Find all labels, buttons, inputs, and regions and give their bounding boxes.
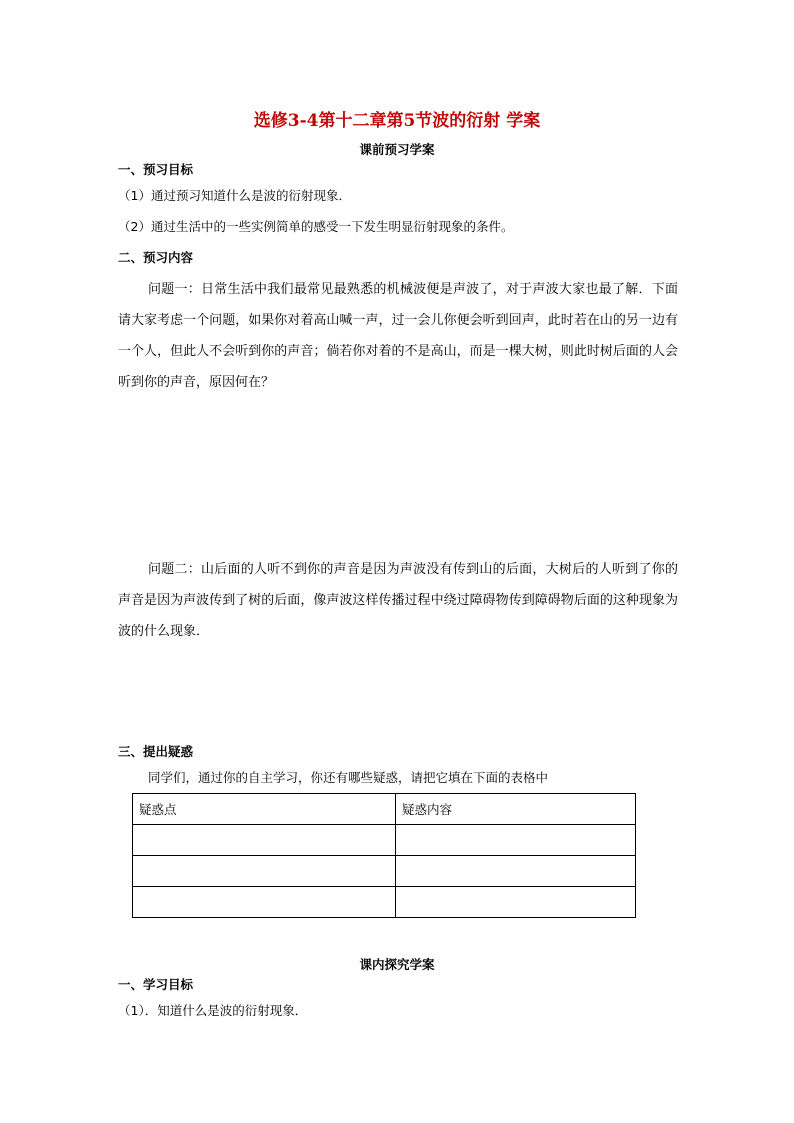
goal-item-1: （1）通过预习知道什么是波的衍射现象． bbox=[118, 188, 351, 203]
doubts-intro-text: 同学们，通过你的自主学习，你还有哪些疑惑，请把它填在下面的表格中 bbox=[148, 770, 549, 785]
question-1-paragraph: 问题一：日常生活中我们最常见最熟悉的机械波便是声波了，对于声波大家也最了解．下面请大家考虑一个问题，如果你对着高山喊一声，过一会儿你便会听到回声，此时若在山的另一边有一个人，但此人不会听到你的声音；倘若你对着的不是高山，而是一棵大树，则此时树后面的人会听到你的声音，原因何在？ bbox=[118, 282, 678, 390]
heading-preview-content: 二、预习内容 bbox=[118, 250, 194, 265]
table-cell[interactable] bbox=[396, 887, 636, 918]
table-cell[interactable] bbox=[133, 856, 396, 887]
section-title-inclass: 课内探究学案 bbox=[359, 957, 435, 972]
table-cell[interactable] bbox=[133, 887, 396, 918]
learning-goal-item-1: （1）．知道什么是波的衍射现象． bbox=[118, 1003, 308, 1018]
table-cell[interactable] bbox=[396, 825, 636, 856]
page-title: 选修3-4第十二章第5节波的衍射 学案 bbox=[253, 111, 541, 131]
goal-item-2: （2）通过生活中的一些实例简单的感受一下发生明显衍射现象的条件。 bbox=[118, 219, 514, 234]
table-row bbox=[133, 887, 636, 918]
table-row bbox=[133, 856, 636, 887]
table-header-cell: 疑惑内容 bbox=[396, 794, 636, 825]
heading-preview-goals: 一、预习目标 bbox=[118, 162, 194, 177]
doubts-table bbox=[132, 793, 636, 918]
heading-learning-goals: 一、学习目标 bbox=[118, 977, 194, 992]
question-2-paragraph: 问题二：山后面的人听不到你的声音是因为声波没有传到山的后面，大树后的人听到了你的声音是因为声波传到了树的后面，像声波这样传播过程中绕过障碍物传到障碍物后面的这种现象为波的什么现象． bbox=[118, 562, 678, 639]
table-header-row bbox=[133, 794, 636, 825]
table-row bbox=[133, 825, 636, 856]
section-title-preview: 课前预习学案 bbox=[359, 142, 435, 157]
table-cell[interactable] bbox=[133, 825, 396, 856]
heading-doubts: 三、提出疑惑 bbox=[118, 744, 194, 759]
table-header-cell: 疑惑点 bbox=[133, 794, 396, 825]
table-cell[interactable] bbox=[396, 856, 636, 887]
